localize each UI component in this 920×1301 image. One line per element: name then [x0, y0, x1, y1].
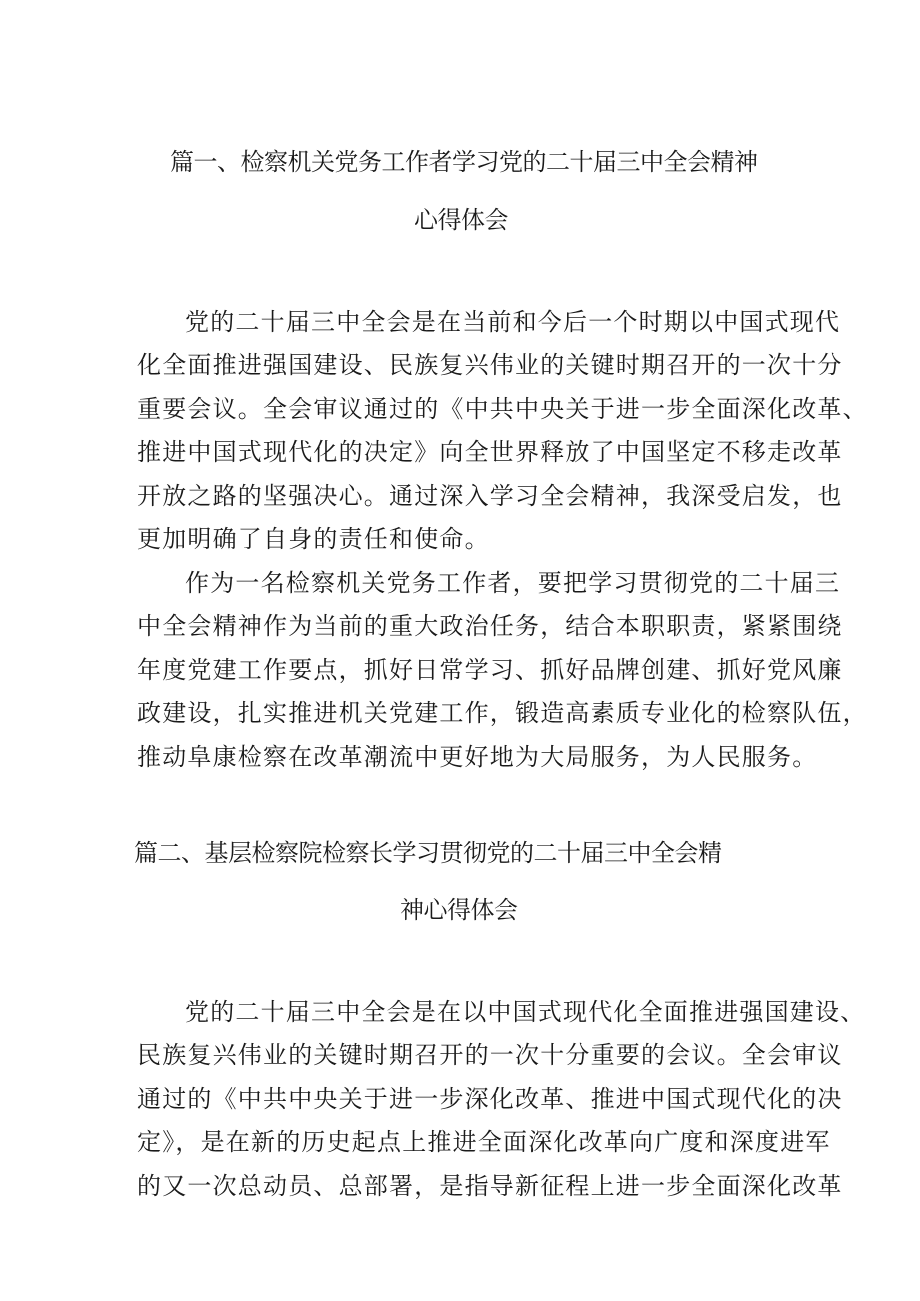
section-1-title-line-1: 篇一、检察机关党务工作者学习党的二十届三中全会精神	[170, 148, 758, 176]
section-2-paragraph-1-line: 的又一次总动员、总部署，是指导新征程上进一步全面深化改革	[137, 1172, 843, 1200]
section-1-paragraph-2-line: 中全会精神作为当前的重大政治任务，结合本职职责，紧紧围绕	[137, 612, 843, 640]
section-2-paragraph-1-line: 定》，是在新的历史起点上推进全面深化改革向广度和深度进军	[137, 1128, 831, 1156]
section-1-paragraph-1-line: 推进中国式现代化的决定》向全世界释放了中国坚定不移走改革	[137, 438, 843, 466]
section-1-paragraph-2-line: 作为一名检察机关党务工作者，要把学习贯彻党的二十届三	[185, 569, 841, 597]
section-1-paragraph-1-line: 开放之路的坚强决心。通过深入学习全会精神，我深受启发，也	[137, 482, 843, 510]
section-1-paragraph-2-line: 推动阜康检察在改革潮流中更好地为大局服务，为人民服务。	[137, 743, 818, 771]
section-2-title-line-2: 神心得体会	[400, 896, 518, 924]
section-1-paragraph-1-line: 更加明确了自身的责任和使命。	[137, 525, 490, 553]
section-2-title-line-1: 篇二、基层检察院检察长学习贯彻党的二十届三中全会精	[134, 839, 722, 867]
section-1-title-line-2: 心得体会	[414, 206, 508, 234]
section-2-paragraph-1-line: 通过的《中共中央关于进一步深化改革、推进中国式现代化的决	[137, 1085, 843, 1113]
section-1-paragraph-1-line: 重要会议。全会审议通过的《中共中央关于进一步全面深化改革、	[137, 395, 868, 423]
section-1-paragraph-1-line: 化全面推进强国建设、民族复兴伟业的关键时期召开的一次十分	[137, 351, 843, 379]
section-2-paragraph-1-line: 党的二十届三中全会是在以中国式现代化全面推进强国建设、	[185, 998, 866, 1026]
section-2-paragraph-1-line: 民族复兴伟业的关键时期召开的一次十分重要的会议。全会审议	[137, 1041, 843, 1069]
section-1-paragraph-2-line: 年度党建工作要点，抓好日常学习、抓好品牌创建、抓好党风廉	[137, 656, 843, 684]
section-1-paragraph-1-line: 党的二十届三中全会是在当前和今后一个时期以中国式现代	[185, 308, 841, 336]
section-1-paragraph-2-line: 政建设，扎实推进机关党建工作，锻造高素质专业化的检察队伍，	[137, 699, 868, 727]
